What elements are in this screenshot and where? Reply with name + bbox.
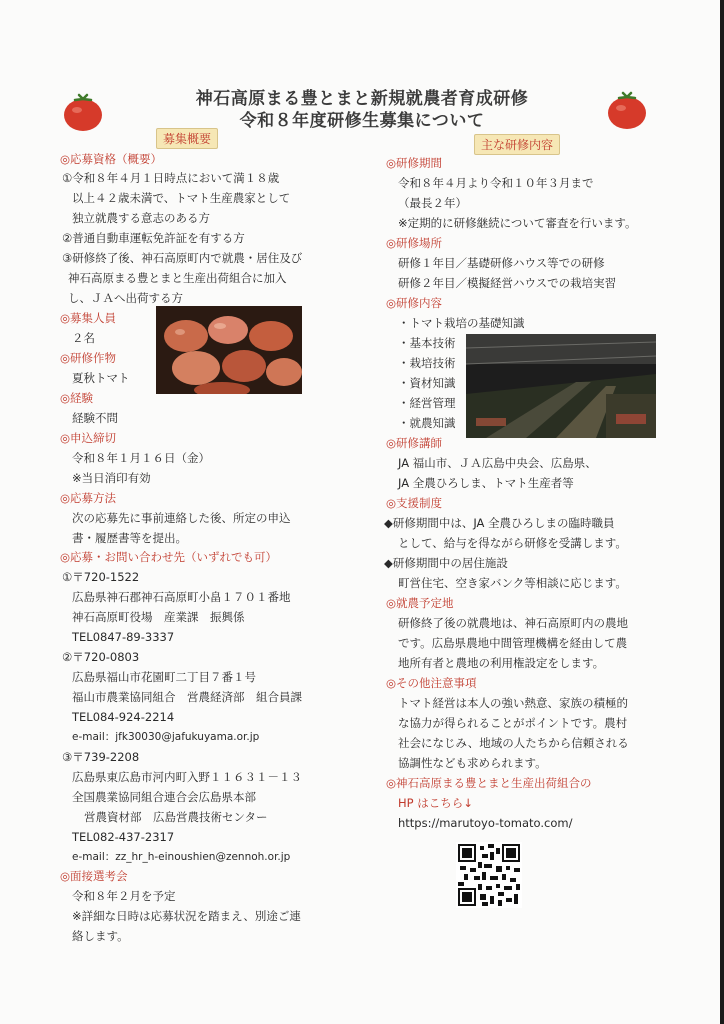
section-label-overview: 募集概要 bbox=[156, 128, 218, 149]
contact-3-tel: TEL082-437-2317 bbox=[72, 830, 175, 844]
content-item: ・栽培技術 bbox=[398, 356, 456, 370]
hp-url[interactable]: https://marutoyo-tomato.com/ bbox=[398, 816, 573, 830]
place-year-1: 研修１年目／基礎研修ハウス等での研修 bbox=[398, 256, 605, 270]
notes-text: トマト経営は本人の強い熱意、家族の積極的 bbox=[398, 696, 628, 710]
recruit-number-value: ２名 bbox=[72, 331, 95, 345]
method-heading: ◎応募方法 bbox=[60, 491, 117, 505]
lecturer-list-cont: JA 全農ひろしま、トマト生産者等 bbox=[398, 476, 574, 490]
contact-2-email: e-mail：jfk30030@jafukuyama.or.jp bbox=[72, 731, 260, 743]
qualification-1-cont: 以上４２歳未満で、トマト生産農家として bbox=[72, 191, 291, 205]
period-heading: ◎研修期間 bbox=[386, 156, 443, 170]
notes-text-cont: な協力が得られることがポイントです。農村 bbox=[398, 716, 628, 730]
period-value: 令和８年４月より令和１０年３月まで bbox=[398, 176, 594, 190]
place-year-2: 研修２年目／模擬経営ハウスでの栽培実習 bbox=[398, 276, 617, 290]
recruit-number-heading: ◎募集人員 bbox=[60, 311, 117, 325]
lecturer-heading: ◎研修講師 bbox=[386, 436, 443, 450]
farmland-text-cont: です。広島県農地中間管理機構を経由して農 bbox=[398, 636, 628, 650]
experience-value: 経験不問 bbox=[72, 411, 118, 425]
interview-note: ※詳細な日時は応募状況を踏まえ、別途ご連 bbox=[72, 909, 301, 923]
tomato-icon-left bbox=[62, 92, 104, 132]
farmland-text: 研修終了後の就農地は、神石高原町内の農地 bbox=[398, 616, 628, 630]
contact-1-tel: TEL0847-89-3337 bbox=[72, 630, 175, 644]
farmland-text-cont2: 地所有者と農地の利用権設定をします。 bbox=[398, 656, 605, 670]
contact-3-zip: ③〒739-2208 bbox=[62, 750, 140, 764]
title-line-2: 令和８年度研修生募集について bbox=[239, 111, 485, 131]
content-item: ・トマト栽培の基礎知識 bbox=[398, 316, 525, 330]
contact-2-tel: TEL084-924-2214 bbox=[72, 710, 175, 724]
qualification-3-cont: 神石高原まる豊とまと生産出荷組合に加入 bbox=[68, 271, 287, 285]
qualification-1-cont2: 独立就農する意志のある方 bbox=[72, 211, 210, 225]
support-item-1-cont: として、給与を得ながら研修を受講します。 bbox=[398, 536, 627, 550]
tomato-crate-photo bbox=[156, 306, 302, 394]
contact-heading: ◎応募・お問い合わせ先（いずれでも可） bbox=[60, 550, 278, 564]
notes-heading: ◎その他注意事項 bbox=[386, 676, 477, 690]
contact-2-zip: ②〒720-0803 bbox=[62, 650, 140, 664]
hp-heading-cont: HP はこちら↓ bbox=[398, 796, 473, 810]
content-heading: ◎研修内容 bbox=[386, 296, 443, 310]
hp-heading: ◎神石高原まる豊とまと生産出荷組合の bbox=[386, 776, 592, 790]
content-item: ・基本技術 bbox=[398, 336, 456, 350]
support-item-2: ◆研修期間中の居住施設 bbox=[384, 556, 508, 570]
qualification-3-cont2: し、ＪＡへ出荷する方 bbox=[68, 291, 183, 305]
qualification-heading: ◎応募資格（概要） bbox=[60, 152, 163, 166]
contact-3-dept: 営農資材部 広島営農技術センター bbox=[84, 810, 268, 824]
farmland-heading: ◎就農予定地 bbox=[386, 596, 454, 610]
deadline-heading: ◎申込締切 bbox=[60, 431, 117, 445]
crop-value: 夏秋トマト bbox=[72, 371, 130, 385]
method-text: 次の応募先に事前連絡した後、所定の申込 bbox=[72, 511, 291, 525]
qualification-1: ①令和８年４月１日時点において満１８歳 bbox=[62, 171, 280, 185]
qualification-2: ②普通自動車運転免許証を有する方 bbox=[62, 231, 245, 245]
period-max: （最長２年） bbox=[398, 196, 467, 210]
notes-text-cont2: 社会になじみ、地域の人たちから信頼される bbox=[398, 736, 629, 750]
contact-2-org: 福山市農業協同組合 営農経済部 組合員課 bbox=[72, 690, 302, 704]
interview-note-cont: 絡します。 bbox=[72, 929, 129, 943]
deadline-note: ※当日消印有効 bbox=[72, 471, 151, 485]
support-heading: ◎支援制度 bbox=[386, 496, 443, 510]
scan-edge bbox=[720, 0, 724, 1024]
contact-1-zip: ①〒720-1522 bbox=[62, 570, 140, 584]
contact-1-org: 神石高原町役場 産業課 振興係 bbox=[72, 610, 245, 624]
qr-code[interactable] bbox=[456, 842, 522, 908]
interview-heading: ◎面接選考会 bbox=[60, 869, 128, 883]
section-label-training: 主な研修内容 bbox=[474, 134, 560, 155]
title-line-1: 神石高原まる豊とまと新規就農者育成研修 bbox=[195, 89, 529, 109]
support-item-1: ◆研修期間中は、JA 全農ひろしまの臨時職員 bbox=[384, 516, 615, 530]
tomato-icon-right bbox=[606, 90, 648, 130]
crop-heading: ◎研修作物 bbox=[60, 351, 117, 365]
contact-3-address: 広島県東広島市河内町入野１１６３１－１３ bbox=[72, 770, 302, 784]
contact-1-address: 広島県神石郡神石高原町小畠１７０１番地 bbox=[72, 590, 291, 604]
period-note: ※定期的に研修継続について審査を行います。 bbox=[398, 216, 637, 230]
contact-3-email: e-mail：zz_hr_h-einoushien@zennoh.or.jp bbox=[72, 851, 291, 863]
interview-value: 令和８年２月を予定 bbox=[72, 889, 176, 903]
qualification-3: ③研修終了後、神石高原町内で就農・居住及び bbox=[62, 251, 303, 265]
contact-3-org: 全国農業協同組合連合会広島県本部 bbox=[72, 790, 256, 804]
greenhouse-photo bbox=[466, 334, 656, 438]
method-text-cont: 書・履歴書等を提出。 bbox=[72, 531, 187, 545]
content-item: ・就農知識 bbox=[398, 416, 456, 430]
place-heading: ◎研修場所 bbox=[386, 236, 443, 250]
support-item-2-cont: 町営住宅、空き家バンク等相談に応じます。 bbox=[398, 576, 627, 590]
deadline-value: 令和８年１月１６日（金） bbox=[72, 451, 210, 465]
content-item: ・経営管理 bbox=[398, 396, 456, 410]
contact-2-address: 広島県福山市花園町二丁目７番１号 bbox=[72, 670, 256, 684]
notes-text-cont3: 協調性なども求められます。 bbox=[398, 756, 547, 770]
lecturer-list: JA 福山市、ＪＡ広島中央会、広島県、 bbox=[398, 456, 597, 470]
content-item: ・資材知識 bbox=[398, 376, 456, 390]
experience-heading: ◎経験 bbox=[60, 391, 94, 405]
